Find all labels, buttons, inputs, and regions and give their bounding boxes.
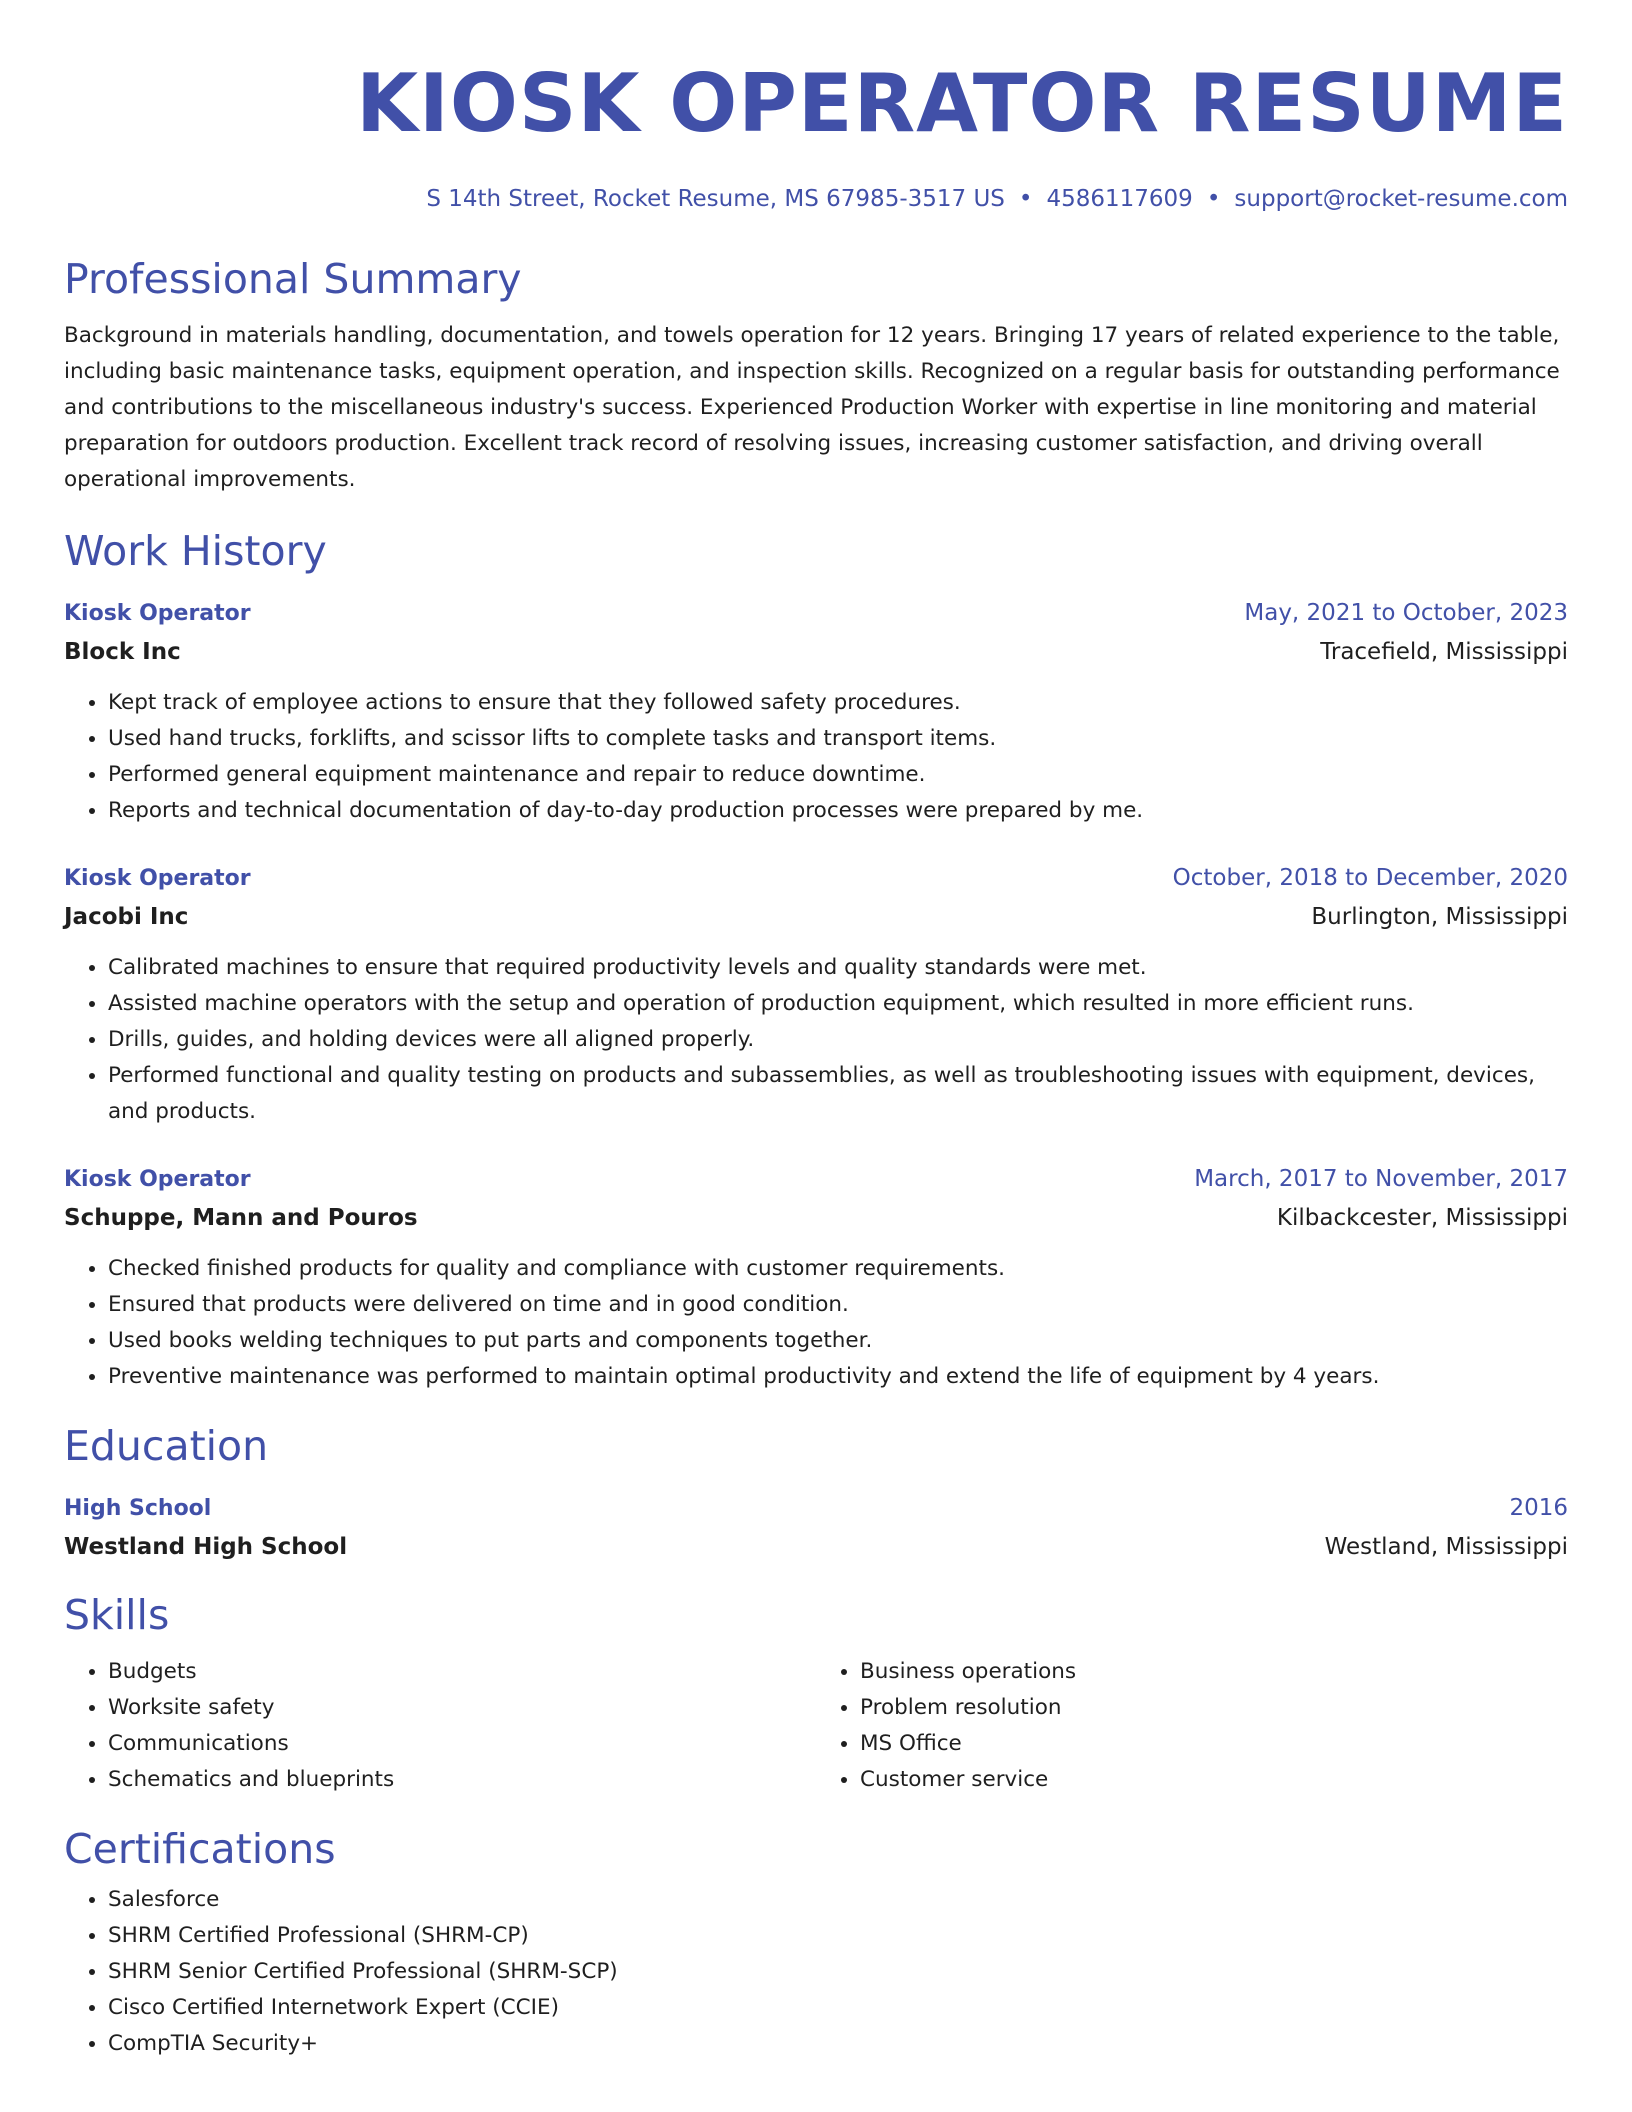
job-entry xyxy=(64,863,1568,1130)
list-item: • Ensured that products were delivered on time and in good condition. xyxy=(108,1287,1568,1323)
phone-text: 4586117609 xyxy=(1046,186,1193,212)
job-entry xyxy=(64,598,1568,829)
list-item: • Used books welding techniques to put parts and components together. xyxy=(108,1323,1568,1359)
company-name: Jacobi Inc xyxy=(64,904,189,930)
list-item: • Used hand trucks, forklifts, and scissor lifts to complete tasks and transport items. xyxy=(108,721,1568,757)
skills-list-right xyxy=(816,1654,1568,1798)
list-item: • Communications xyxy=(108,1726,816,1762)
summary-text: Background in materials handling, documentation, and towels operation for 12 years. Bringing 17 years of related experience to the table, including basic maintenance tasks, equipment operation, and inspection skills. Recognized on a regular basis for outstanding performance and contributions to the miscellaneous industry's success. Experienced Production Worker with expertise in line monitoring and material preparation for outdoors production. Excellent track record of resolving issues, increasing customer satisfaction, and driving overall operational improvements. xyxy=(64,323,1560,492)
list-item: • Business operations xyxy=(860,1654,1568,1690)
skills-heading: Skills xyxy=(64,1591,170,1639)
certifications-list xyxy=(64,1882,1568,2062)
job-title: Kiosk Operator xyxy=(64,1167,251,1192)
job-dates: March, 2017 to November, 2017 xyxy=(1194,1166,1568,1192)
list-item: • CompTIA Security+ xyxy=(108,2026,1568,2062)
list-item: • MS Office xyxy=(860,1726,1568,1762)
list-item: • Performed general equipment maintenance and repair to reduce downtime. xyxy=(108,757,1568,793)
resume-title: KIOSK OPERATOR RESUME xyxy=(356,57,1568,150)
skills-list-left xyxy=(64,1654,816,1798)
graduation-year: 2016 xyxy=(1509,1495,1568,1521)
certifications-section xyxy=(64,1824,1568,2062)
work-history-heading: Work History xyxy=(64,527,327,575)
job-bullets xyxy=(64,950,1568,1130)
job-title: Kiosk Operator xyxy=(64,601,251,626)
list-item: • Problem resolution xyxy=(860,1690,1568,1726)
certifications-heading: Certifications xyxy=(64,1825,336,1873)
list-item: • Assisted machine operators with the setup and operation of production equipment, which resulted in more efficient runs. xyxy=(108,986,1568,1022)
education-section xyxy=(64,1421,1568,1564)
list-item: • Cisco Certified Internetwork Expert (CCIE) xyxy=(108,1990,1568,2026)
list-item: • Customer service xyxy=(860,1762,1568,1798)
address-text: S 14th Street, Rocket Resume, MS 67985-3517 US xyxy=(426,186,1005,212)
education-entry xyxy=(64,1493,1568,1564)
resume-page xyxy=(64,0,1568,2062)
school-location: Westland, Mississippi xyxy=(1324,1534,1568,1560)
separator-dot: • xyxy=(1018,186,1033,212)
list-item: • SHRM Certified Professional (SHRM-CP) xyxy=(108,1918,1568,1954)
list-item: • Worksite safety xyxy=(108,1690,816,1726)
company-name: Block Inc xyxy=(64,639,181,665)
list-item: • Kept track of employee actions to ensure that they followed safety procedures. xyxy=(108,685,1568,721)
school-name: Westland High School xyxy=(64,1534,348,1560)
job-location: Kilbackcester, Mississippi xyxy=(1276,1205,1568,1231)
list-item: • Drills, guides, and holding devices were all aligned properly. xyxy=(108,1022,1568,1058)
skills-section xyxy=(64,1590,1568,1798)
list-item: • Reports and technical documentation of day-to-day production processes were prepared by me. xyxy=(108,793,1568,829)
degree-name: High School xyxy=(64,1496,212,1521)
job-location: Burlington, Mississippi xyxy=(1311,904,1568,930)
job-dates: October, 2018 to December, 2020 xyxy=(1172,865,1568,891)
summary-section xyxy=(64,254,1568,498)
job-title: Kiosk Operator xyxy=(64,866,251,891)
job-bullets xyxy=(64,1251,1568,1395)
job-dates: May, 2021 to October, 2023 xyxy=(1244,600,1568,626)
email-link[interactable]: support@rocket-resume.com xyxy=(1234,186,1568,212)
job-bullets xyxy=(64,685,1568,829)
list-item: • Calibrated machines to ensure that required productivity levels and quality standards were met. xyxy=(108,950,1568,986)
job-entry xyxy=(64,1164,1568,1395)
list-item: • Schematics and blueprints xyxy=(108,1762,816,1798)
list-item: • Budgets xyxy=(108,1654,816,1690)
list-item: • Performed functional and quality testing on products and subassemblies, as well as troubleshooting issues with equipment, devices, and products. xyxy=(108,1058,1568,1130)
list-item: • Preventive maintenance was performed to maintain optimal productivity and extend the life of equipment by 4 years. xyxy=(108,1359,1568,1395)
list-item: • Checked finished products for quality and compliance with customer requirements. xyxy=(108,1251,1568,1287)
list-item: • SHRM Senior Certified Professional (SHRM-SCP) xyxy=(108,1954,1568,1990)
work-history-section xyxy=(64,526,1568,1395)
contact-line xyxy=(64,184,1568,214)
summary-heading: Professional Summary xyxy=(64,255,522,303)
company-name: Schuppe, Mann and Pouros xyxy=(64,1205,418,1231)
separator-dot: • xyxy=(1206,186,1221,212)
list-item: • Salesforce xyxy=(108,1882,1568,1918)
education-heading: Education xyxy=(64,1422,269,1470)
job-location: Tracefield, Mississippi xyxy=(1320,639,1568,665)
